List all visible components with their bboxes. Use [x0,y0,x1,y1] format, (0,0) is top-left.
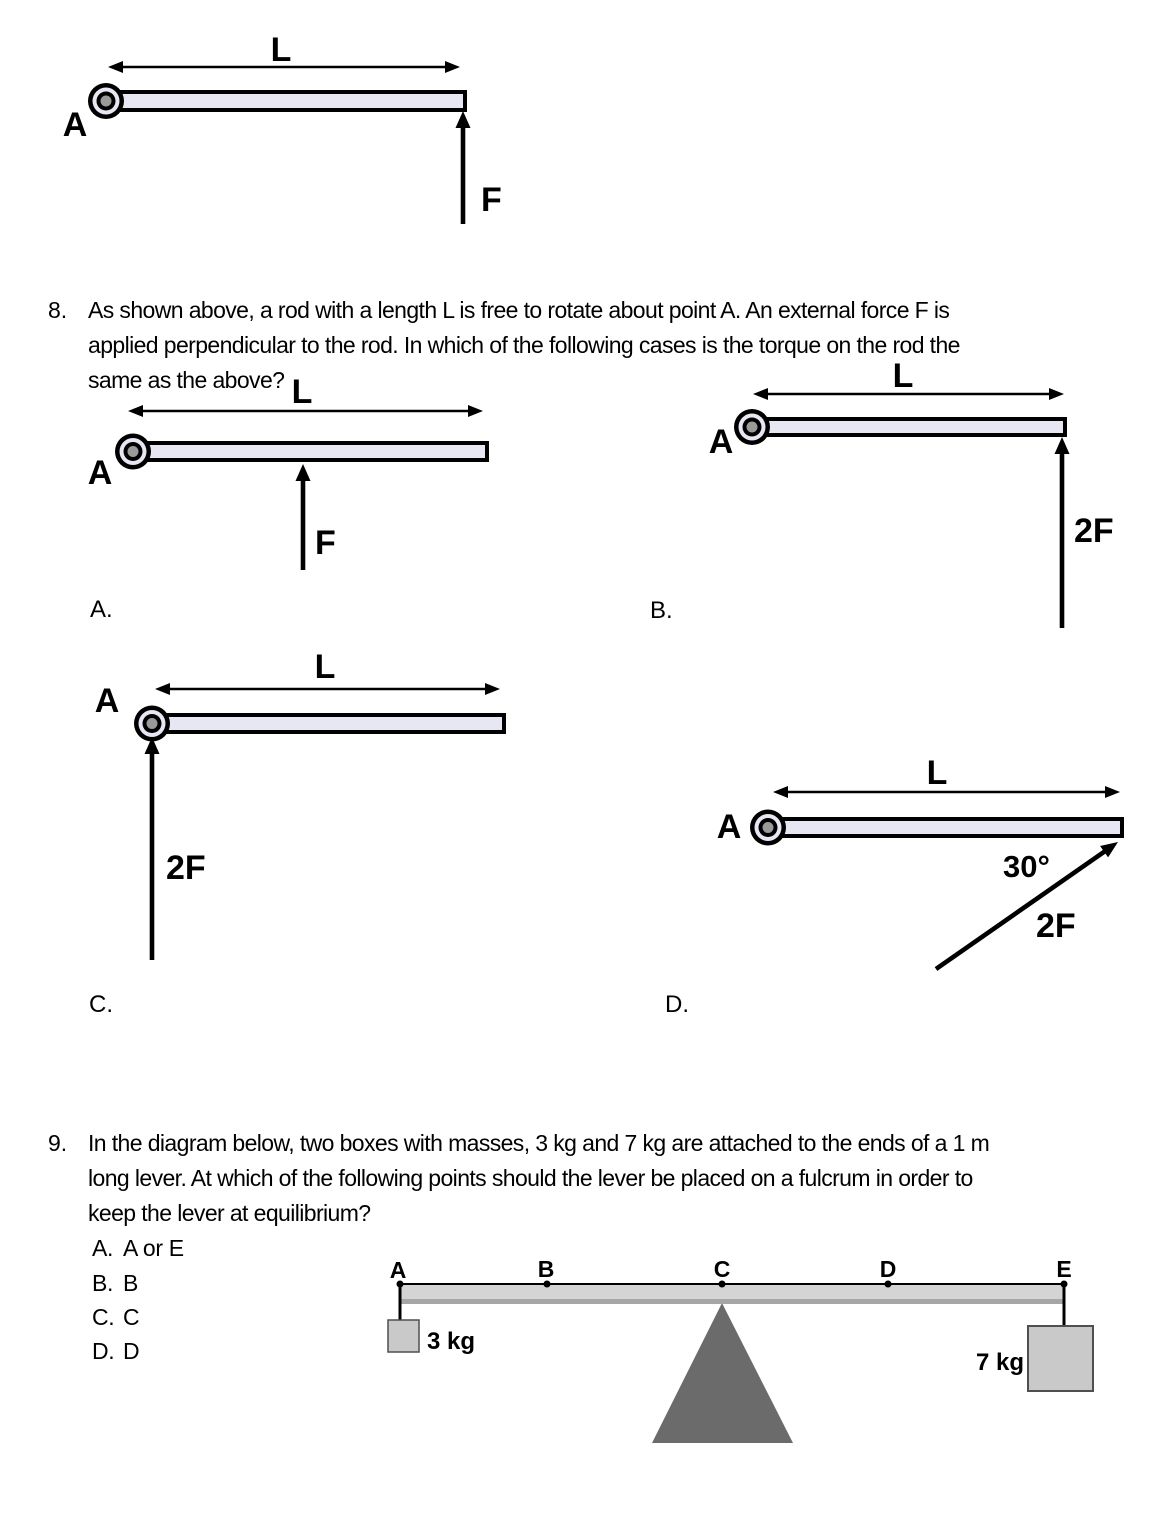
q9-text-line-3: keep the lever at equilibrium? [88,1200,371,1226]
point-e-label: E [1056,1256,1072,1282]
length-label: L [291,373,313,411]
q8-option-c-diagram [95,648,504,960]
point-d-label: D [879,1256,897,1282]
right-mass-label: 7 kg [976,1349,1025,1376]
pivot-label: A [94,682,120,720]
choice-key: C. [92,1304,115,1330]
force-label: F [315,524,336,562]
dimension-arrowhead-left [128,405,143,417]
q8-option-d-diagram [717,754,1122,969]
q9-choice-d [92,1338,139,1364]
pivot-center [101,96,112,107]
dimension-arrowhead-right [1049,388,1064,400]
q8-option-c-caption: C. [89,991,113,1018]
left-mass-box [388,1320,419,1352]
pivot-label: A [62,106,88,144]
lever-beam-shade [399,1299,1065,1304]
force-arrowhead [456,111,471,128]
pivot [88,83,124,119]
q9-number: 9. [48,1130,68,1156]
dimension-arrowhead-right [445,61,460,73]
q9-text-line-2: long lever. At which of the following points should the lever be placed on a fulcrum in order to [88,1165,973,1191]
point-a-label: A [389,1257,407,1283]
choice-key: B. [92,1270,114,1296]
length-label: L [926,754,948,792]
q8-option-a-diagram [88,373,487,570]
point-b-label: B [537,1256,555,1282]
dimension-arrowhead-right [1105,786,1120,798]
angle-label: 30° [1003,849,1050,884]
pivot [734,409,770,445]
dimension-arrowhead-left [773,786,788,798]
pivot-center [147,718,158,729]
fulcrum-triangle [652,1303,793,1443]
dimension-arrowhead-left [753,388,768,400]
left-mass-label: 3 kg [427,1328,476,1355]
right-mass-box [1028,1326,1093,1391]
pivot [750,810,786,846]
choice-label: D [123,1338,140,1364]
pivot [134,706,170,742]
choice-key: A. [92,1235,114,1261]
force-label: 2F [1074,512,1114,550]
rod [768,819,1122,836]
point-c-label: C [713,1256,731,1282]
q9-text-line-1: In the diagram below, two boxes with masses, 3 kg and 7 kg are attached to the ends of a 1 m [88,1130,990,1156]
pivot-center [128,446,139,457]
pivot-label: A [708,423,734,461]
rod [131,443,487,460]
q8-option-b-caption: B. [650,597,673,624]
dimension-arrowhead-right [485,683,500,695]
pivot [115,434,151,470]
q8-text-line-1: As shown above, a rod with a length L is free to rotate about point A. An external force F is [88,297,950,323]
choice-label: B [123,1270,139,1296]
length-label: L [314,648,336,686]
rod [152,715,504,732]
dimension-arrowhead-left [108,61,123,73]
q9-choice-b [92,1270,138,1296]
force-label: 2F [166,849,206,887]
q8-option-a-caption: A. [90,596,113,623]
q8-number: 8. [48,297,68,323]
length-label: L [270,31,292,69]
q9-choice-c [92,1304,139,1330]
q8-option-b-diagram [709,357,1114,628]
q9-choice-a [92,1235,184,1261]
pivot-label: A [87,454,113,492]
choice-label: C [123,1304,140,1330]
q8-option-d-caption: D. [665,991,689,1018]
choice-label: A or E [123,1235,184,1261]
q9-lever-diagram [388,1256,1093,1443]
force-label: 2F [1036,907,1076,945]
length-label: L [892,357,914,395]
pivot-label: A [716,808,742,846]
q8-stem-diagram [63,31,502,224]
lever-beam [399,1285,1065,1299]
choice-key: D. [92,1338,115,1364]
force-arrowhead [1055,437,1070,454]
q8-text-line-3: same as the above? [88,367,285,393]
pivot-center [763,822,774,833]
force-arrowhead [296,464,311,481]
dimension-arrowhead-right [468,405,483,417]
rod [752,419,1065,435]
q8-text-line-2: applied perpendicular to the rod. In which of the following cases is the torque on the rod the [88,332,960,358]
force-label: F [481,181,502,219]
dimension-arrowhead-left [155,683,170,695]
rod [104,92,465,110]
pivot-center [747,422,758,433]
